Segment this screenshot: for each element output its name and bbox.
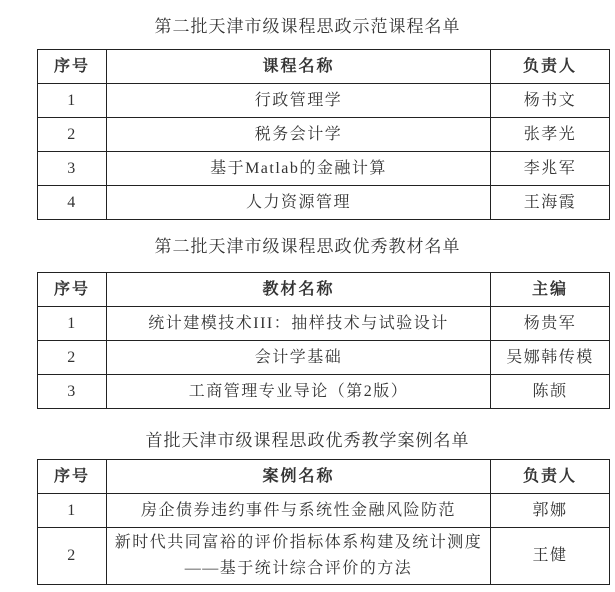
col-header-course-name: 课程名称 — [107, 50, 491, 84]
table-row — [38, 375, 610, 409]
cell-index: 1 — [38, 84, 107, 118]
cell-case-name: 新时代共同富裕的评价指标体系构建及统计测度——基于统计综合评价的方法 — [107, 528, 491, 585]
table-header-row — [38, 273, 610, 307]
table-row — [38, 186, 610, 220]
section-title-textbooks: 第二批天津市级课程思政优秀教材名单 — [154, 237, 461, 256]
table-row — [38, 118, 610, 152]
cell-course-name: 人力资源管理 — [107, 186, 491, 220]
cell-editor: 吴娜韩传模 — [491, 341, 610, 375]
cell-index: 3 — [38, 152, 107, 186]
cell-index: 1 — [38, 494, 107, 528]
table-row — [38, 307, 610, 341]
table-header-row — [38, 50, 610, 84]
cell-person: 郭娜 — [491, 494, 610, 528]
textbooks-table — [37, 272, 610, 409]
cell-course-name: 税务会计学 — [107, 118, 491, 152]
table-row — [38, 152, 610, 186]
demo-courses-table — [37, 49, 610, 220]
table-header-row — [38, 460, 610, 494]
cell-index: 2 — [38, 341, 107, 375]
col-header-case-name: 案例名称 — [107, 460, 491, 494]
col-header-person: 负责人 — [491, 50, 610, 84]
cell-person: 杨书文 — [491, 84, 610, 118]
col-header-textbook-name: 教材名称 — [107, 273, 491, 307]
cell-course-name: 行政管理学 — [107, 84, 491, 118]
table-row — [38, 528, 610, 585]
cell-index: 1 — [38, 307, 107, 341]
cell-textbook-name: 工商管理专业导论（第2版） — [107, 375, 491, 409]
col-header-person: 负责人 — [491, 460, 610, 494]
teaching-cases-table — [37, 459, 610, 585]
cell-person: 王健 — [491, 528, 610, 585]
table-row — [38, 494, 610, 528]
section-title-demo-courses: 第二批天津市级课程思政示范课程名单 — [154, 17, 461, 36]
col-header-index: 序号 — [38, 273, 107, 307]
cell-editor: 杨贵军 — [491, 307, 610, 341]
cell-editor: 陈颉 — [491, 375, 610, 409]
cell-case-name: 房企债券违约事件与系统性金融风险防范 — [107, 494, 491, 528]
cell-index: 3 — [38, 375, 107, 409]
cell-person: 王海霞 — [491, 186, 610, 220]
col-header-editor: 主编 — [491, 273, 610, 307]
cell-person: 李兆军 — [491, 152, 610, 186]
cell-index: 2 — [38, 118, 107, 152]
table-row — [38, 341, 610, 375]
cell-textbook-name: 统计建模技术III：抽样技术与试验设计 — [107, 307, 491, 341]
cell-textbook-name: 会计学基础 — [107, 341, 491, 375]
cell-person: 张孝光 — [491, 118, 610, 152]
table-row — [38, 84, 610, 118]
cell-index: 2 — [38, 528, 107, 585]
col-header-index: 序号 — [38, 50, 107, 84]
cell-index: 4 — [38, 186, 107, 220]
section-title-teaching-cases: 首批天津市级课程思政优秀教学案例名单 — [145, 431, 470, 450]
col-header-index: 序号 — [38, 460, 107, 494]
cell-course-name: 基于Matlab的金融计算 — [107, 152, 491, 186]
